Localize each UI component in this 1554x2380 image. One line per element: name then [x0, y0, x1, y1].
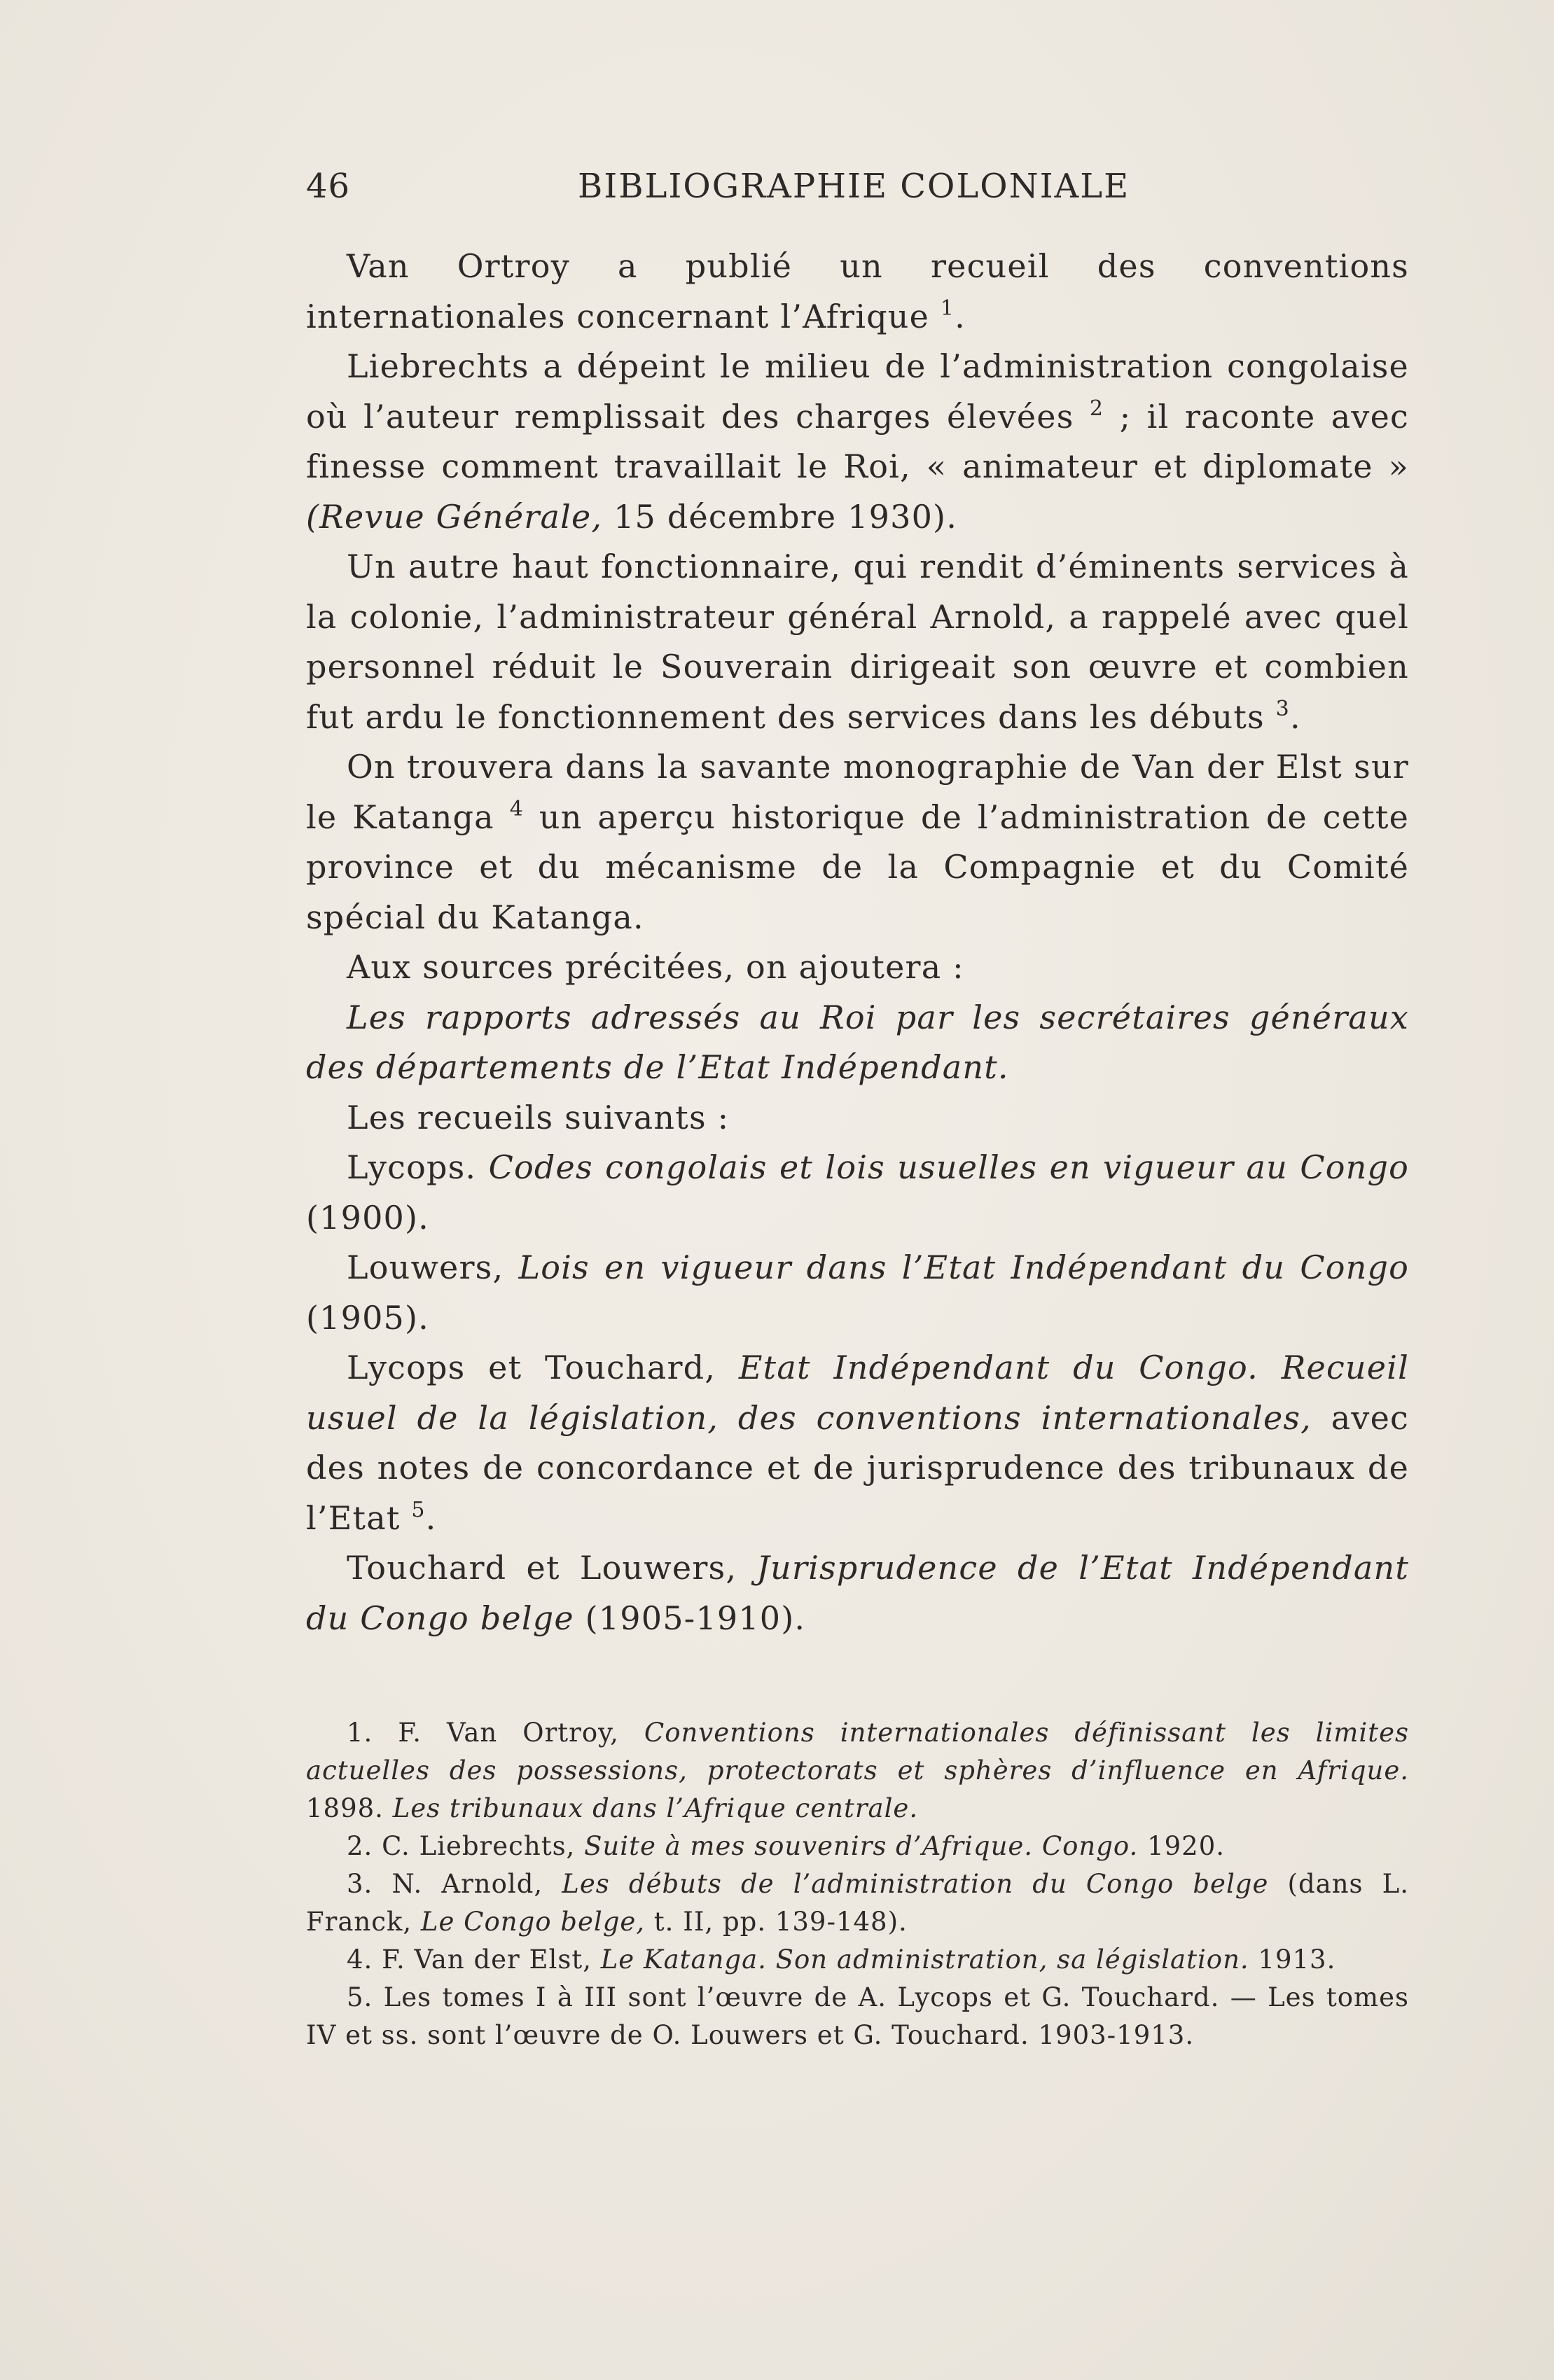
main-text: [306, 242, 1409, 1643]
running-head: BIBLIOGRAPHIE COLONIALE: [578, 167, 1130, 206]
paragraph-van-ortroy: Van Ortroy a publié un recueil des conventions internationales concernant l’Afrique $^1$.: [306, 247, 1409, 335]
footnote-ref-5: 5: [411, 1497, 426, 1522]
paragraph-arnold: Un autre haut fonctionnaire, qui rendit d’éminents services à la colonie, l’administrateur général Arnold, a rappelé avec quel personnel réduit le Souverain dirigeait son œuvre et combien fut ardu le fonctionnement des services dans les débuts $^3$.: [306, 548, 1409, 736]
footnote-4: 4. F. Van der Elst, Le Katanga. Son administration, sa législation. 1913.: [347, 1944, 1336, 1975]
entry-louwers-lois: Louwers, Lois en vigueur dans l’Etat Indépendant du Congo (1905).: [306, 1248, 1409, 1337]
paragraph-recueils: Les recueils suivants :: [347, 1098, 730, 1136]
entry-lycops-codes: Lycops. Codes congolais et lois usuelles en vigueur au Congo (1900).: [306, 1148, 1409, 1237]
footnote-ref-2: 2: [1089, 396, 1104, 421]
footnote-ref-3: 3: [1275, 696, 1290, 721]
footnote-3: 3. N. Arnold, Les débuts de l’administration du Congo belge (dans L. Franck, Le Congo belge, t. II, pp. 139-148).: [306, 1869, 1409, 1937]
page-header: [306, 167, 1420, 216]
footnote-ref-4: 4: [509, 796, 524, 821]
paragraph-liebrechts: Liebrechts a dépeint le milieu de l’administration congolaise où l’auteur remplissait des charges élevées $^2$ ; il raconte avec finesse comment travaillait le Roi, « animateur et diplomate » (Revue Générale, 15 décembre 1930).: [306, 347, 1409, 536]
footnotes: [306, 1714, 1409, 2054]
paragraph-sources: Aux sources précitées, on ajoutera :: [347, 948, 964, 986]
paragraph-rapports: Les rapports adressés au Roi par les secrétaires généraux des départements de l’Etat Indépendant.: [306, 998, 1409, 1086]
paragraph-van-der-elst: On trouvera dans la savante monographie de Van der Elst sur le Katanga $^4$ un aperçu historique de l’administration de cette province et du mécanisme de la Compagnie et du Comité spécial du Katanga.: [306, 748, 1409, 936]
footnote-5: 5. Les tomes I à III sont l’œuvre de A. Lycops et G. Touchard. — Les tomes IV et ss. sont l’œuvre de O. Louwers et G. Touchard. 1903-1913.: [306, 1982, 1409, 2050]
entry-touchard-louwers: Touchard et Louwers, Jurisprudence de l’Etat Indépendant du Congo belge (1905-1910).: [306, 1549, 1409, 1637]
footnote-ref-1: 1: [940, 295, 955, 321]
footnote-1: 1. F. Van Ortroy, Conventions internationales définissant les limites actuelles des possessions, protectorats et sphères d’influence en Afrique. 1898. Les tribunaux dans l’Afrique centrale.: [306, 1718, 1409, 1823]
page-number: 46: [306, 167, 351, 206]
footnote-2: 2. C. Liebrechts, Suite à mes souvenirs d’Afrique. Congo. 1920.: [347, 1831, 1225, 1861]
entry-lycops-touchard: Lycops et Touchard, Etat Indépendant du Congo. Recueil usuel de la législation, des conventions internationales, avec des notes de concordance et de jurisprudence des tribunaux de l’Etat $^5$.: [306, 1349, 1409, 1537]
